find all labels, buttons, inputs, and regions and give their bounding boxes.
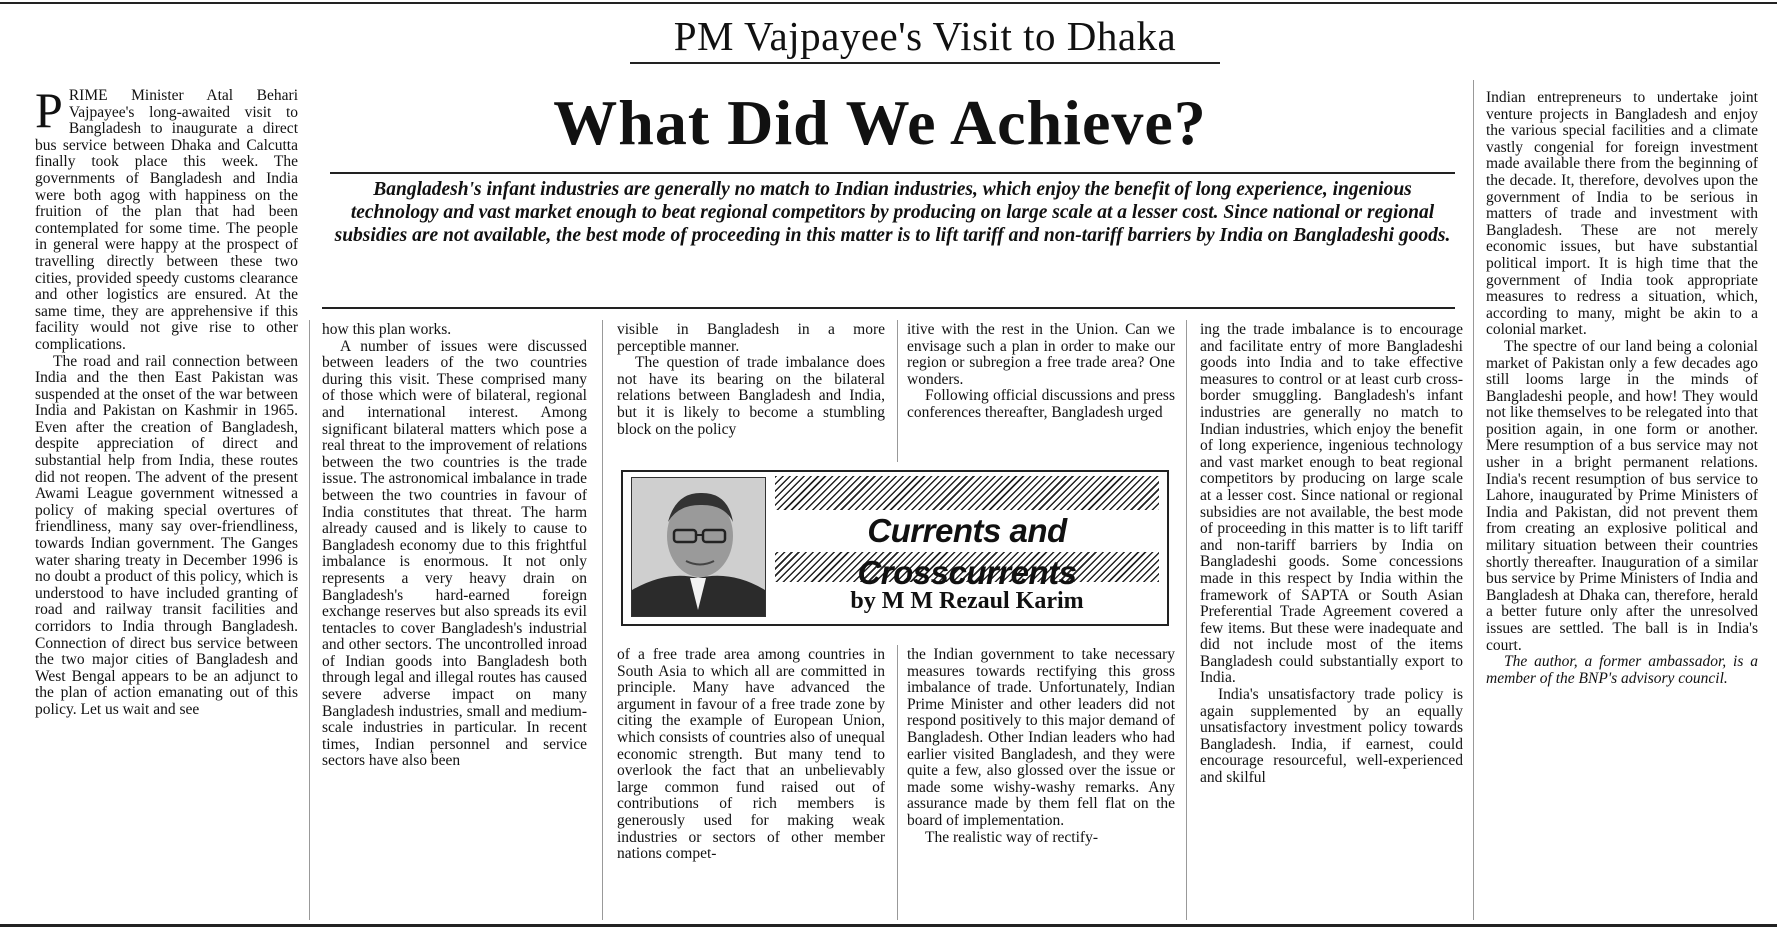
byline: by M M Rezaul Karim [850,588,1084,614]
column-3-bottom-paragraph-1: of a free trade area among countries in South Asia to which all are committed in principle. Many have advanced the argument in favour of a free trade zone by citing the example of European Union, which consists of countries also of unequal economic strength. But many tend to overlook the fact that an unbelievably large common fund raised out of contributions of rich members is generously used for making weak industries or sectors of other member nations compet- [617,647,885,863]
column-6 [1486,90,1758,918]
column-5-paragraph-1: ing the trade imbalance is to encourage and facilitate entry of more Bangladeshi goods into India and to take effective measures to control or at least curb cross-border smuggling. Bangladesh's infant industries are generally no match to Indian industries, which enjoy the benefit of long experience, ingenious technology and vast market enough to beat regional competitors by producing on large scale at a lesser cost. Since national or regional subsidies are not available, the best mode of proceeding in this matter is to lift tariff and non-tariff barriers by India on Bangladeshi goods. Some concessions made in this respect by India within the framework of SAPTA or South Asian Preferential Trade Agreement covered a few items. But these were inadequate and did not include most of the items Bangladesh could substantially export to India. [1200,322,1463,687]
column-1 [35,88,298,916]
column-5 [1200,322,1463,918]
column-3-bottom [617,647,885,919]
column-4-bottom [907,647,1175,919]
column-title: Currents and Crosscurrents [775,510,1159,552]
column-1-paragraph-1-text: RIME Minister Atal Behari Vajpayee's long-awaited visit to Bangladesh to inaugurate a direct bus service between Dhaka and Calcutta finally took place this week. The governments of Bangladesh and India were both agog with happiness on the fruition of the plan that had been contemplated for some time. The people in general were happy at the prospect of travelling directly between these two cities, provided speedy customs clearance and other logistics are ensured. At the same time, they are apprehensive if this facility would not give rise to other complications. [35,88,298,353]
column-4-bottom-paragraph-1: the Indian government to take necessary measures towards rectifying this gross imbalance of trade. Unfortunately, Indian Prime Minister and other leaders did not respond positively to this major demand of Bangladesh. Other Indian leaders who had earlier visited Bangladesh, and they were quite a few, also glossed over the issue or made some wishy-washy remarks. Any assurance made by them fell flat on the board of implementation. [907,647,1175,829]
deck-summary: Bangladesh's infant industries are generally no match to Indian industries, which enjoy the benefit of long experience, ingenious technology and vast market enough to beat regional competitors by producing on large scale at a lesser cost. Since national or regional subsidies are not available, the best mode of proceeding in this matter is to lift tariff and non-tariff barriers by India on Bangladeshi goods. [334,179,1451,246]
column-2-paragraph-1: how this plan works. [322,322,452,338]
headline: What Did We Achieve? [553,87,1207,158]
column-6-paragraph-1: Indian entrepreneurs to undertake joint venture projects in Bangladesh and enjoy the various special facilities and a climate vastly congenial for foreign investment made available there from the beginning of the decade. It, therefore, devolves upon the government of India to be serious in matters of trade and investment with Bangladesh. These are not merely economic issues, but have substantial political import. It is high time that the government of India took appropriate measures to redress a situation, which, according to many, might be akin to a colonial market. [1486,90,1758,339]
column-divider [1473,80,1474,920]
column-4-bottom-paragraph-2: The realistic way of rectify- [925,828,1098,846]
column-4-top-paragraph-1: itive with the rest in the Union. Can we envisage such a plan in order to make our region or subregion a free trade area? One wonders. [907,322,1175,388]
column-2 [322,322,587,918]
deck-bottom-rule [322,307,1455,309]
column-4-top [907,322,1175,462]
column-byline-box [621,470,1169,626]
author-note: The author, a former ambassador, is a member of the BNP's advisory council. [1486,653,1758,687]
column-3-top-paragraph-2: The question of trade imbalance does not have its bearing on the bilateral relations between Bangladesh and India, but it is likely to become a stumbling block on the policy [617,354,885,438]
column-1-paragraph-1 [35,88,298,354]
deck-top-rule [330,172,1455,174]
bottom-rule [0,924,1777,927]
column-1-paragraph-2: The road and rail connection between India and the then East Pakistan was suspended at the onset of the war between India and Pakistan on Kashmir in 1965. Even after the creation of Bangladesh, despite appreciation of direct and substantial help from India, these routes did not reopen. The advent of the present Awami League government witnessed a policy of making special overtures of friendliness, many say over-friendliness, towards Indian government. The Ganges water sharing treaty in December 1996 is no doubt a product of this policy, which is understood to have included granting of road and railway transit facilities and corridors to India through Bangladesh. Connection of direct bus service between the two major cities of Bangladesh and West Bengal appears to be an adjunct to the plan of action emanating out of this policy. Let us wait and see [35,352,298,718]
column-6-paragraph-2: The spectre of our land being a colonial market of Pakistan only a few decades ago still looms large in the minds of Bangladeshi people, and how! They would not like themselves to be relegated into that position again, in one form or another. Mere resumption of a bus service may not usher in a bright permanent relations. India's recent resumption of bus service to Lahore, inaugurated by Prime Ministers of India and Pakistan, did not prevent them from creating an explosive political and military situation between their countries shortly thereafter. Inauguration of a similar bus service by Prime Ministers of India and Bangladesh at Dhaka can, therefore, herald a better future only after the unresolved issues are settled. The ball is in India's court. [1486,337,1758,654]
author-portrait-icon [632,478,765,616]
column-divider [897,645,898,920]
column-4-top-paragraph-2: Following official discussions and press conferences thereafter, Bangladesh urged [907,387,1175,421]
drop-cap: P [35,88,63,138]
column-divider [309,320,310,920]
author-photo [631,477,766,617]
column-2-paragraph-2: A number of issues were discussed between leaders of the two countries during this visit. These comprised many of those which were of bilateral, regional and international interest. Among significant bilateral matters which pose a real threat to the improvement of relations between the two countries is the trade issue. The astronomical imbalance in trade between the two countries in favour of India constitutes that threat. The harm already caused and is likely to cause to Bangladesh economy due to this frightful imbalance is enormous. It not only represents a very heavy drain on Bangladesh's hard-earned foreign exchange reserves but also spreads its evil tentacles to cover Bangladesh's industrial and other sectors. The uncontrolled inroad of Indian goods into Bangladesh both through legal and illegal routes has caused severe adverse impact on many Bangladesh industries, small and medium-scale industries in particular. In recent times, Indian personnel and service sectors have also been [322,337,587,770]
column-divider [897,320,898,462]
column-3-top-paragraph-1: visible in Bangladesh in a more perceptible manner. [617,322,885,355]
top-rule [0,2,1777,4]
column-divider [602,320,603,920]
column-3-top [617,322,885,462]
column-5-paragraph-2: India's unsatisfactory trade policy is again supplemented by an equally unsatisfactory investment policy towards Bangladesh. India, if earnest, could encourage resourceful, well-experienced and skilful [1200,686,1463,787]
column-divider [1186,320,1187,920]
kicker-title: PM Vajpayee's Visit to Dhaka [630,14,1220,64]
